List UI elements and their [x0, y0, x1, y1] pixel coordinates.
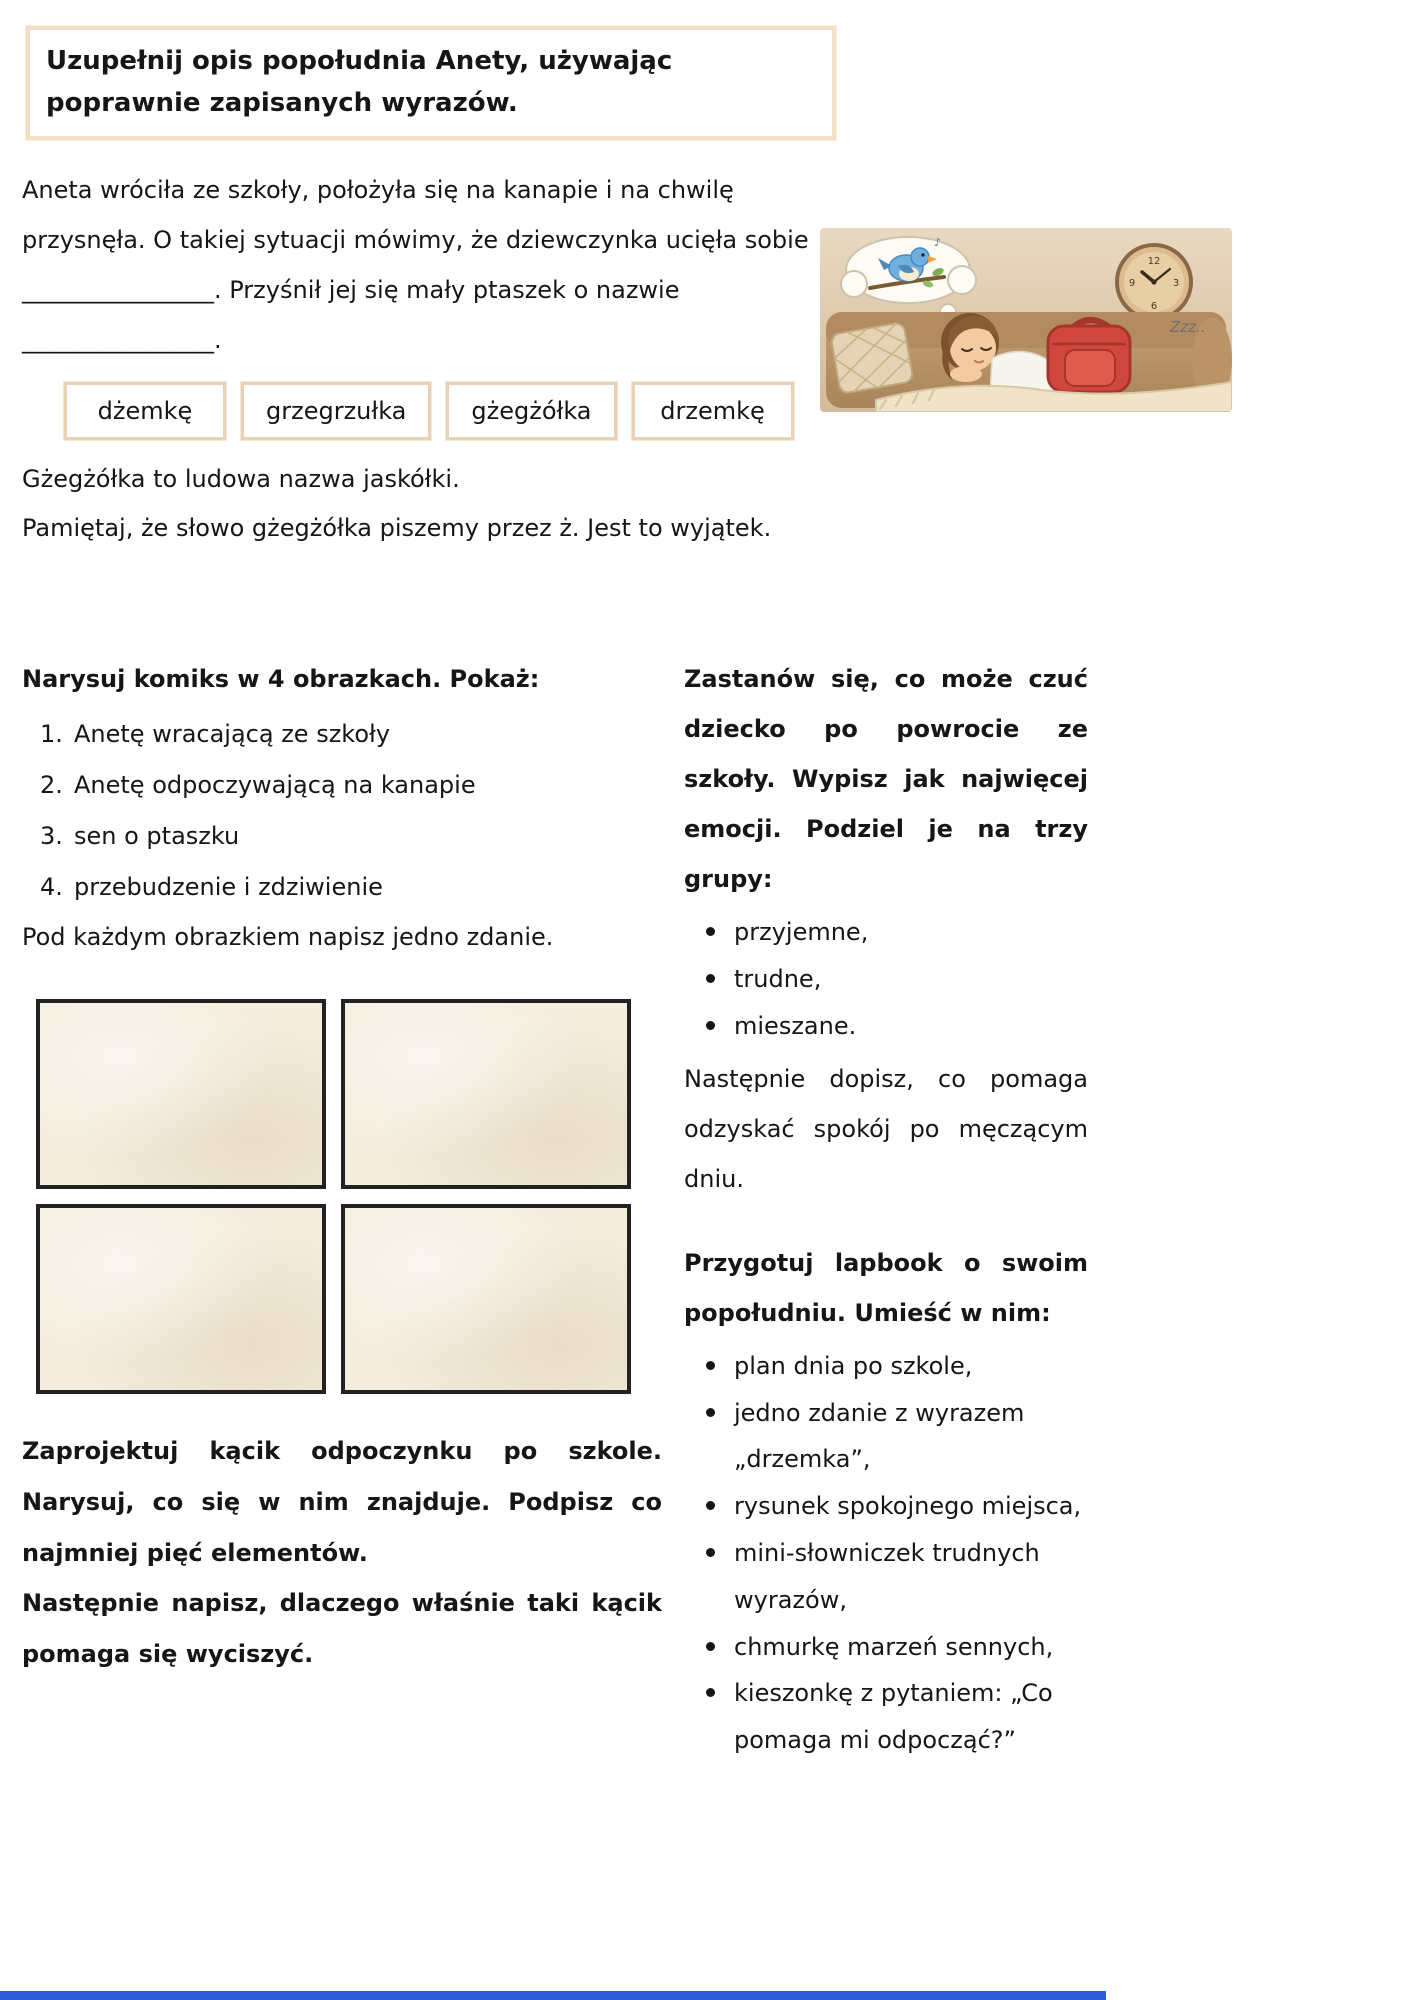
list-item: przyjemne,: [698, 909, 1088, 956]
list-item: kieszonkę z pytaniem: „Co pomaga mi odpocząć?”: [698, 1670, 1088, 1764]
emotions-bullet-list: [698, 909, 1088, 1049]
svg-text:9: 9: [1128, 278, 1136, 289]
corner-task: [22, 1426, 662, 1680]
two-column-area: [22, 655, 1414, 1770]
list-item-label: Anetę odpoczywającą na kanapie: [74, 771, 476, 800]
illustration-svg: [820, 228, 1232, 412]
wall-clock-icon: [1117, 245, 1191, 319]
list-item: [40, 811, 670, 862]
list-item-label: Anetę wracającą ze szkoły: [74, 720, 391, 749]
word-option-label: grzegrzułka: [266, 396, 407, 425]
lapbook-task-heading: Przygotuj lapbook o swoim popołudniu. Umieść w nim:: [684, 1249, 1088, 1327]
emotions-task-footer: Następnie dopisz, co pomaga odzyskać spokój po męczącym dniu.: [684, 1065, 1088, 1194]
corner-task-text-1: Zaprojektuj kącik odpoczynku po szkole. Narysuj, co się w nim znajduje. Podpisz co najmniej pięć elementów.: [22, 1436, 662, 1567]
list-item: mieszane.: [698, 1003, 1088, 1050]
intro-paragraph: Aneta wróciła ze szkoły, położyła się na kanapie i na chwilę przysnęła. O takiej sytuacji mówimy, że dziewczynka ucięła sobie ________________. Przyśnił jej się mały ptaszek o nazwie ________________.: [22, 176, 809, 354]
word-option-label: dżemkę: [97, 396, 193, 425]
comic-task-heading: Narysuj komiks w 4 obrazkach. Pokaż:: [22, 665, 540, 694]
list-item: rysunek spokojnego miejsca,: [698, 1483, 1088, 1530]
comic-panel-1[interactable]: [36, 999, 326, 1189]
comic-panel-3[interactable]: [36, 1204, 326, 1394]
list-item: [40, 760, 670, 811]
list-item: plan dnia po szkole,: [698, 1343, 1088, 1390]
svg-text:3: 3: [1172, 278, 1180, 289]
list-item-number: 3.: [40, 822, 63, 851]
title-box: [26, 26, 836, 140]
comic-panel-4[interactable]: [341, 1204, 631, 1394]
comic-panel-2[interactable]: [341, 999, 631, 1189]
word-option-label: gżegżółka: [471, 396, 592, 425]
list-item-number: 2.: [40, 771, 63, 800]
sleeping-girl-illustration: [820, 228, 1232, 412]
list-item: trudne,: [698, 956, 1088, 1003]
lapbook-bullet-list: [698, 1343, 1088, 1764]
list-item: jedno zdanie z wyrazem „drzemka”,: [698, 1390, 1088, 1484]
right-column: [684, 655, 1088, 1770]
list-item: [40, 709, 670, 760]
list-item-label: sen o ptaszku: [74, 822, 240, 851]
note-wyjatek: Pamiętaj, że słowo gżegżółka piszemy przez ż. Jest to wyjątek.: [22, 513, 772, 542]
comic-task-footer: Pod każdym obrazkiem napisz jedno zdanie.: [22, 922, 554, 951]
word-option-1[interactable]: [64, 382, 226, 440]
list-item: [40, 862, 670, 913]
word-option-4[interactable]: [632, 382, 794, 440]
pillow: [830, 322, 913, 394]
list-item-label: przebudzenie i zdziwienie: [74, 872, 383, 901]
word-option-2[interactable]: [241, 382, 431, 440]
page-title: Uzupełnij opis popołudnia Anety, używając poprawnie zapisanych wyrazów.: [46, 46, 673, 119]
corner-task-text-2: Następnie napisz, dlaczego właśnie taki kącik pomaga się wyciszyć.: [22, 1589, 662, 1669]
list-item-number: 1.: [40, 720, 63, 749]
list-item-number: 4.: [40, 872, 63, 901]
zzz-text: Zzz..: [1170, 318, 1206, 336]
note-jaskolka: Gżegżółka to ludowa nazwa jaskółki.: [22, 464, 460, 493]
backpack-icon: [1048, 320, 1130, 392]
list-item: mini-słowniczek trudnych wyrazów,: [698, 1530, 1088, 1624]
comic-grid: [36, 999, 670, 1394]
list-item: chmurkę marzeń sennych,: [698, 1624, 1088, 1671]
left-column: [22, 655, 670, 1770]
svg-text:6: 6: [1150, 301, 1158, 312]
word-option-label: drzemkę: [660, 396, 765, 425]
comic-numbered-list: [40, 709, 670, 913]
bottom-blue-bar: [0, 1991, 1106, 2000]
svg-text:♪: ♪: [934, 236, 942, 249]
emotions-task-heading: Zastanów się, co może czuć dziecko po powrocie ze szkoły. Wypisz jak najwięcej emocji. Podziel je na trzy grupy:: [684, 665, 1088, 894]
svg-text:12: 12: [1147, 256, 1161, 267]
word-option-3[interactable]: [446, 382, 616, 440]
